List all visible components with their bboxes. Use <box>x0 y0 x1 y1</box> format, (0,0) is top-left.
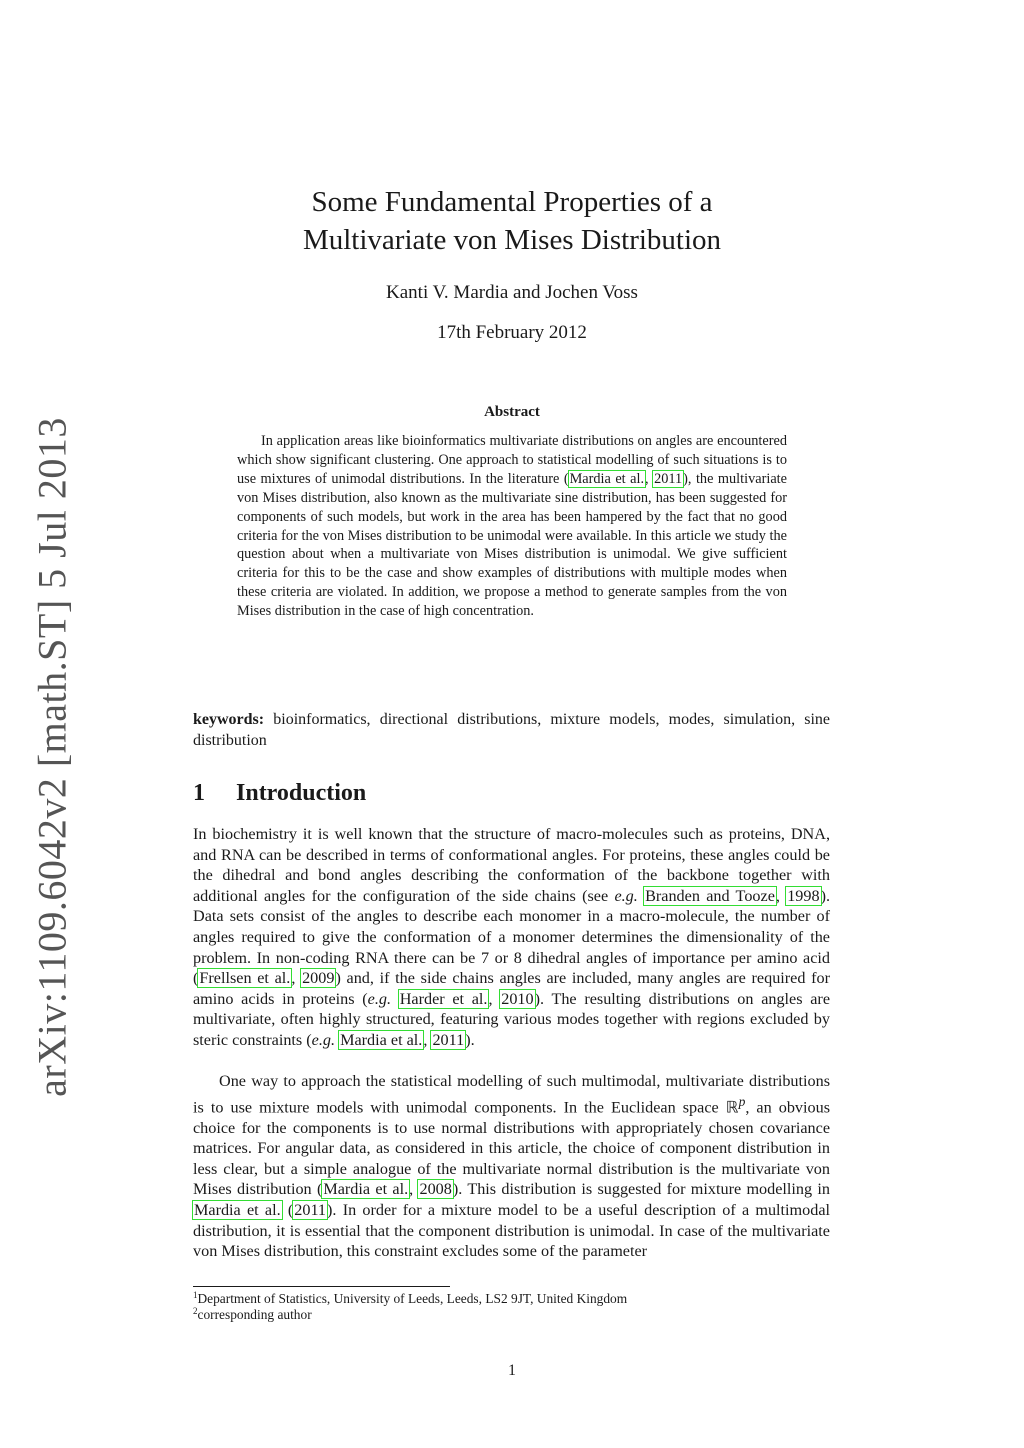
body-text: , an obvious choice for the components is to use normal distributions with appropriately chosen covariance matrices. For angular data, as considered in this article, the choice of component distribution in less clear, but a simple analogue of the multivariate normal distribution is the multivariate von Mises distribution ( <box>193 1097 830 1199</box>
text-separator: , <box>775 886 787 905</box>
body-text: One way to approach the statistical modelling of such multimodal, multivariate distributions is to use mixture models with unimodal components. In the Euclidean space ℝ <box>193 1072 830 1116</box>
citation-year-link[interactable]: 2011 <box>432 1030 465 1049</box>
abstract-body <box>237 432 787 621</box>
citation-year-link[interactable]: 2011 <box>294 1200 327 1219</box>
title-line-1: Some Fundamental Properties of a <box>311 186 713 218</box>
citation-year-link[interactable]: 2009 <box>302 969 335 988</box>
italic-text: e.g. <box>614 886 638 905</box>
footnote-divider <box>193 1286 450 1287</box>
text-separator: , <box>488 989 501 1008</box>
footnote-text: corresponding author <box>197 1307 312 1322</box>
body-text: ). <box>465 1030 475 1049</box>
section-number: 1 <box>193 780 205 806</box>
arxiv-identifier-stamp: arXiv:1109.6042v2 [math.ST] 5 Jul 2013 <box>29 417 75 1097</box>
title-line-2: Multivariate von Mises Distribution <box>302 224 722 256</box>
citation-link[interactable]: Mardia et al. <box>340 1030 423 1049</box>
abstract-heading: Abstract <box>484 404 540 420</box>
math-superscript: p <box>738 1093 746 1109</box>
citation-link[interactable]: Branden and Tooze <box>645 886 775 905</box>
citation-link[interactable]: Mardia et al. <box>323 1180 409 1199</box>
text-separator <box>391 990 399 1008</box>
footnote-mark: 1 <box>193 1290 198 1300</box>
citation-year-link[interactable]: 2008 <box>419 1180 452 1199</box>
footnote-1 <box>193 1290 627 1307</box>
keywords-text: bioinformatics, directional distributions, mixture models, modes, simulation, sine distribution <box>193 711 830 749</box>
citation-year-link[interactable]: 1998 <box>787 886 820 905</box>
citation-year-link[interactable]: 2011 <box>654 470 683 487</box>
intro-paragraph-2 <box>193 1071 830 1262</box>
italic-text: e.g. <box>367 989 392 1008</box>
citation-link[interactable]: Frellsen et al. <box>199 969 291 988</box>
paper-title <box>0 183 1024 259</box>
body-text: ). The resulting distributions on angles are multivariate, often highly structured, featuring various modes together with regions excluded by steric constraints ( <box>193 989 831 1049</box>
body-text: ). This distribution is suggested for mixture modelling in <box>452 1180 831 1199</box>
body-text: ). Data sets consist of the angles to describe each monomer in a macro-molecule, the number of angles required to give the conformation of a monomer determines the dimensionality of the problem. In non-coding RNA there can be 7 or 8 dihedral angles of importance per amino acid ( <box>193 886 831 988</box>
abstract-text: ), the multivariate von Mises distribution, also known as the multivariate sine distribution, has been suggested for components of such models, but work in the area has been hampered by the fact that no good criteria for the von Mises distribution to be unimodal were available. In this article we study the question about when a multivariate von Mises distribution is unimodal. We give sufficient criteria for this to be the case and show examples of distributions with multiple modes when these criteria are violated. In addition, we propose a method to generate samples from the von Mises distribution in the case of high concentration. <box>237 470 787 620</box>
section-heading <box>193 780 366 807</box>
page-number: 1 <box>508 1362 516 1379</box>
body-text: ) and, if the side chains angles are included, many angles are required for amino acids in proteins ( <box>193 969 831 1008</box>
text-separator: , <box>645 470 654 487</box>
text-separator: , <box>409 1180 419 1199</box>
citation-link[interactable]: Mardia et al. <box>194 1200 281 1219</box>
body-text: ). In order for a mixture model to be a useful description of a multimodal distribution, it is essential that the component distribution is unimodal. In case of the multivariate von Mises distribution, this constraint excludes some of the parameter <box>193 1200 831 1261</box>
footnote-mark: 2 <box>193 1306 198 1316</box>
abstract-text: In application areas like bioinformatics multivariate distributions on angles are encountered which show significant clustering. One approach to statistical modelling of such situations is to use mixtures of unimodal distributions. In the literature ( <box>237 433 787 487</box>
footnote-text: Department of Statistics, University of Leeds, Leeds, LS2 9JT, United Kingdom <box>197 1291 628 1306</box>
text-separator: , <box>423 1030 432 1049</box>
section-title: Introduction <box>236 780 367 806</box>
citation-year-link[interactable]: 2010 <box>501 989 534 1008</box>
authors: Kanti V. Mardia and Jochen Voss <box>386 282 638 303</box>
citation-link[interactable]: Harder et al. <box>399 989 488 1008</box>
citation-link[interactable]: Mardia et al. <box>569 470 645 487</box>
date: 17th February 2012 <box>437 322 587 343</box>
keywords-label: keywords: <box>193 711 265 728</box>
intro-paragraph-1 <box>193 824 830 1051</box>
text-separator: ( <box>281 1200 294 1219</box>
text-separator: , <box>291 969 302 988</box>
footnote-2 <box>193 1306 312 1323</box>
keywords <box>193 709 830 751</box>
italic-text: e.g. <box>311 1030 336 1049</box>
body-text: In biochemistry it is well known that the structure of macro-molecules such as proteins, DNA, and RNA can be described in terms of conformational angles. For proteins, these angles could be the dihedral and bond angles describing the conformation of the backbone together with additional angles for the configuration of the side chains (see <box>193 825 830 905</box>
